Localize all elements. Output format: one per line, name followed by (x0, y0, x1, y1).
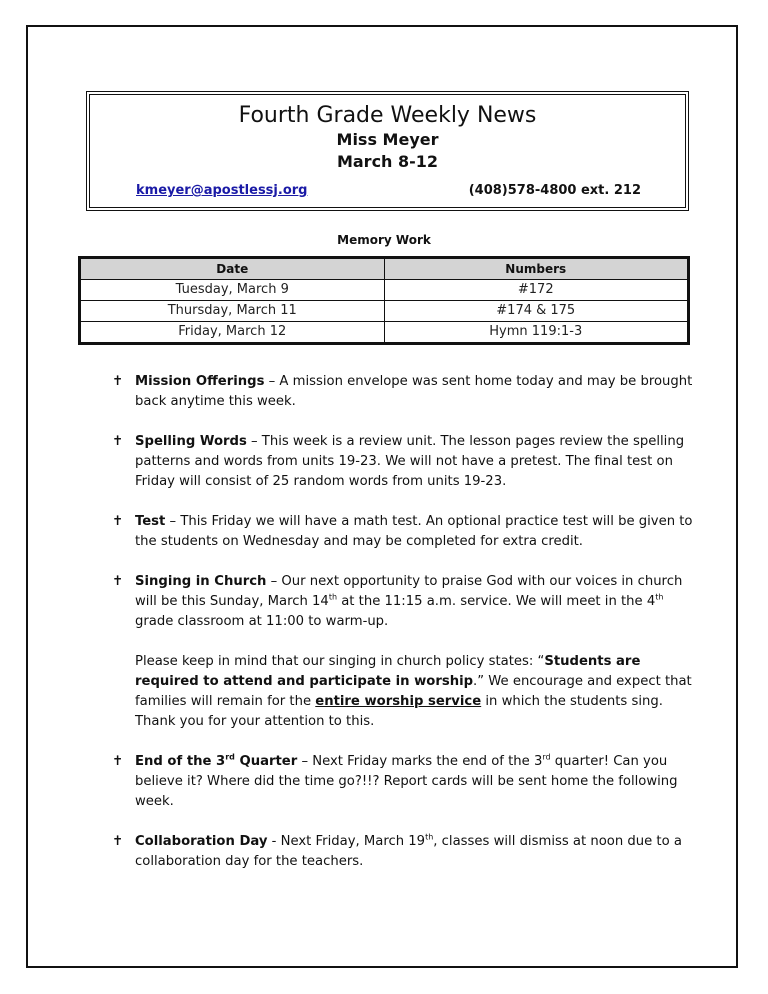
column-header-date: Date (80, 258, 385, 280)
news-item-singing (112, 572, 696, 632)
ordinal-suffix: th (328, 592, 338, 602)
item-heading: Collaboration Day (135, 834, 268, 849)
cross-bullet-icon: ✝ (112, 834, 124, 849)
news-items (112, 372, 696, 892)
heading-part: Quarter (234, 754, 298, 769)
cross-bullet-icon: ✝ (112, 434, 124, 449)
item-text: .” We encourage and expect that families will remain for the (135, 674, 692, 709)
numbers-cell: Hymn 119:1-3 (384, 322, 689, 344)
memory-work-title: Memory Work (337, 233, 431, 247)
table-row (80, 301, 689, 322)
cross-bullet-icon: ✝ (112, 754, 124, 769)
item-text: in which the students sing. Thank you for your attention to this. (135, 694, 663, 729)
table-row (80, 280, 689, 301)
date-cell: Friday, March 12 (80, 322, 385, 344)
date-cell: Thursday, March 11 (80, 301, 385, 322)
item-text: – This Friday we will have a math test. An optional practice test will be given to the students on Wednesday and may be completed for extra credit. (135, 514, 693, 549)
policy-quote: Students are required to attend and participate in worship (135, 654, 641, 689)
contact-row (136, 183, 641, 198)
phone-number: (408)578-4800 ext. 212 (468, 183, 641, 198)
news-item-collaboration (112, 832, 696, 872)
item-heading (135, 754, 297, 769)
item-heading: Spelling Words (135, 434, 247, 449)
memory-work-table (78, 256, 690, 345)
emphasis-text: entire worship service (315, 694, 482, 709)
item-text: at the 11:15 a.m. service. We will meet in the 4 (337, 594, 656, 609)
numbers-cell: #172 (384, 280, 689, 301)
ordinal-suffix: th (655, 592, 664, 602)
item-text: Please keep in mind that our singing in church policy states: “ (135, 654, 545, 669)
week-dates: March 8-12 (336, 152, 439, 171)
cross-bullet-icon: ✝ (112, 514, 124, 529)
email-link[interactable]: kmeyer@apostlessj.org (136, 183, 308, 198)
cross-bullet-icon: ✝ (112, 574, 124, 589)
item-text: – A mission envelope was sent home today and may be brought back anytime this week. (135, 374, 693, 409)
item-text: – Our next opportunity to praise God with our voices in church will be this Sunday, March 14 (135, 574, 683, 609)
ordinal-suffix: rd (542, 752, 551, 762)
column-header-numbers: Numbers (384, 258, 689, 280)
newsletter-title: Fourth Grade Weekly News (238, 103, 537, 128)
table-header-row (80, 258, 689, 280)
item-text: - Next Friday, March 19 (267, 834, 426, 849)
ordinal-suffix: rd (225, 752, 235, 762)
item-text: , classes will dismiss at noon due to a collaboration day for the teachers. (135, 834, 682, 869)
date-cell: Tuesday, March 9 (80, 280, 385, 301)
news-item-mission (112, 372, 696, 412)
church-policy-paragraph (135, 652, 696, 732)
table-row (80, 322, 689, 344)
item-text: quarter! Can you believe it? Where did the time go?!!? Report cards will be sent home the following week. (135, 754, 678, 809)
item-heading: Singing in Church (135, 574, 267, 589)
numbers-cell: #174 & 175 (384, 301, 689, 322)
item-text: – This week is a review unit. The lesson pages review the spelling patterns and words from units 19-23. We will not have a pretest. The final test on Friday will consist of 25 random words from units 19-23. (135, 434, 685, 489)
item-heading: Mission Offerings (135, 374, 265, 389)
ordinal-suffix: th (425, 832, 434, 842)
item-heading: Test (135, 514, 166, 529)
heading-part: End of the 3 (135, 754, 226, 769)
item-text: – Next Friday marks the end of the 3 (297, 754, 543, 769)
newsletter-header (86, 91, 689, 211)
cross-bullet-icon: ✝ (112, 374, 124, 389)
item-text: grade classroom at 11:00 to warm-up. (135, 614, 389, 629)
news-item-spelling (112, 432, 696, 492)
news-item-test (112, 512, 696, 552)
news-item-quarter (112, 752, 696, 812)
teacher-name: Miss Meyer (336, 130, 439, 149)
